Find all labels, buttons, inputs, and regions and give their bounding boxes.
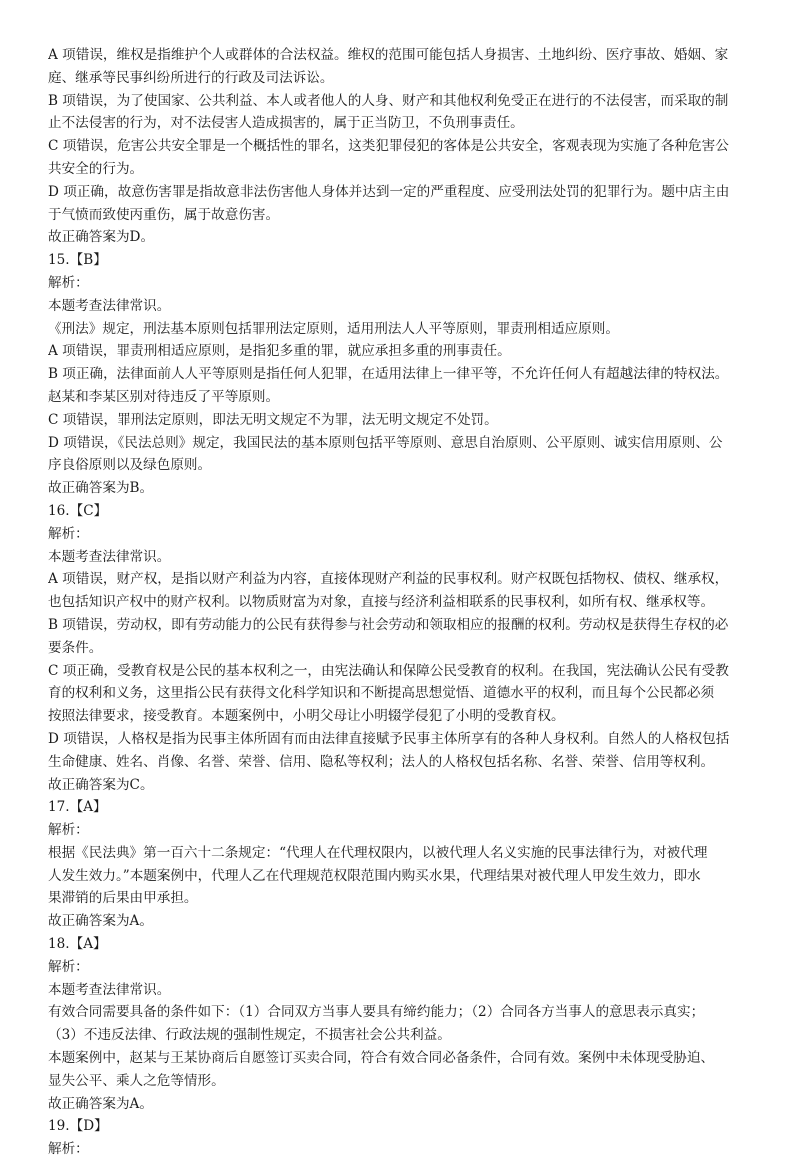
- text-line: A 项错误，维权是指维护个人或群体的合法权益。维权的范围可能包括人身损害、土地纠纷、医疗事故、婚姻、家: [48, 47, 729, 63]
- text-line: 果滞销的后果由甲承担。: [48, 890, 198, 907]
- question-number: 15.【B】: [48, 252, 107, 269]
- text-line: 也包括知识产权中的财产权利。以物质财富为对象，直接与经济利益相联系的民事权利，如所有权、继承权等。: [48, 594, 715, 611]
- text-line: B 项错误，为了使国家、公共利益、本人或者他人的人身、财产和其他权利免受正在进行的不法侵害，而采取的制: [48, 92, 729, 109]
- text-line: C 项错误，罪刑法定原则，即法无明文规定不为罪，法无明文规定不处罚。: [48, 411, 498, 428]
- question-number: 18.【A】: [48, 936, 107, 953]
- text-line: B 项正确，法律面前人人平等原则是指任何人犯罪，在适用法律上一律平等，不允许任何人有超越法律的特权法。: [48, 366, 729, 383]
- answer-line: 故正确答案为A。: [48, 913, 153, 930]
- text-line: 要条件。: [48, 639, 103, 656]
- text-line: D 项正确，故意伤害罪是指故意非法伤害他人身体并达到一定的严重程度、应受刑法处罚的犯罪行为。题中店主由: [48, 183, 730, 200]
- text-line: 本题考查法律常识。: [48, 548, 171, 565]
- text-line: 于气愤而致使丙重伤，属于故意伤害。: [48, 206, 280, 223]
- text-line: 本题案例中，赵某与王某协商后自愿签订买卖合同，符合有效合同必备条件，合同有效。案例中未体现受胁迫、: [48, 1050, 715, 1067]
- text-line: （3）不违反法律、行政法规的强制性规定，不损害社会公共利益。: [48, 1027, 451, 1044]
- text-line: 人发生效力。”本题案例中，代理人乙在代理规范权限范围内购买水果，代理结果对被代理人甲发生效力，即水: [48, 867, 701, 884]
- text-line: 序良俗原则以及绿色原则。: [48, 457, 212, 474]
- text-line: 育的权利和义务，这里指公民有获得文化科学知识和不断提高思想觉悟、道德水平的权利，而且每个公民都必须: [48, 685, 715, 702]
- answer-line: 故正确答案为A。: [48, 1095, 153, 1112]
- text-line: 本题考查法律常识。: [48, 981, 171, 998]
- analysis-label: 解析：: [48, 1141, 89, 1158]
- text-line: B 项错误，劳动权，即有劳动能力的公民有获得参与社会劳动和领取相应的报酬的权利。劳动权是获得生存权的必: [48, 616, 729, 633]
- document-page: [48, 44, 758, 1161]
- text-line: C 项错误，危害公共安全罪是一个概括性的罪名，这类犯罪侵犯的客体是公共安全，客观表现为实施了各种危害公: [48, 138, 729, 155]
- text-line: 根据《民法典》第一百六十二条规定：“代理人在代理权限内，以被代理人名义实施的民事法律行为，对被代理: [48, 844, 708, 861]
- question-number: 19.【D】: [48, 1118, 108, 1135]
- analysis-label: 解析：: [48, 822, 89, 839]
- text-line: 显失公平、乘人之危等情形。: [48, 1072, 225, 1089]
- answer-line: 故正确答案为C。: [48, 776, 154, 793]
- analysis-label: 解析：: [48, 274, 89, 291]
- text-line: A 项错误，财产权，是指以财产利益为内容，直接体现财产利益的民事权利。财产权既包括物权、债权、继承权，: [48, 571, 729, 588]
- analysis-label: 解析：: [48, 958, 89, 975]
- text-line: C 项正确，受教育权是公民的基本权利之一，由宪法确认和保障公民受教育的权利。在我国，宪法确认公民有受教: [48, 662, 729, 679]
- question-number: 16.【C】: [48, 502, 108, 519]
- text-line: 有效合同需要具备的条件如下：（1）合同双方当事人要具有缔约能力；（2）合同各方当事人的意思表示真实；: [48, 1004, 705, 1021]
- text-line: A 项错误，罪责刑相适应原则，是指犯多重的罪，就应承担多重的刑事责任。: [48, 343, 511, 360]
- text-line: 本题考查法律常识。: [48, 297, 171, 314]
- answer-line: 故正确答案为B。: [48, 480, 154, 497]
- answer-line: 故正确答案为D。: [48, 229, 155, 246]
- text-line: D 项错误，人格权是指为民事主体所固有而由法律直接赋予民事主体所享有的各种人身权利。自然人的人格权包括: [48, 730, 730, 747]
- text-line: 赵某和李某区别对待违反了平等原则。: [48, 388, 280, 405]
- text-line: 止不法侵害的行为，对不法侵害人造成损害的，属于正当防卫，不负刑事责任。: [48, 115, 524, 132]
- text-line: 按照法律要求，接受教育。本题案例中，小明父母让小明辍学侵犯了小明的受教育权。: [48, 708, 565, 725]
- text-line: 共安全的行为。: [48, 160, 144, 177]
- text-line: D 项错误，《民法总则》规定，我国民法的基本原则包括平等原则、意思自治原则、公平原则、诚实信用原则、公: [48, 434, 723, 451]
- question-number: 17.【A】: [48, 799, 107, 816]
- text-line: 生命健康、姓名、肖像、名誉、荣誉、信用、隐私等权利；法人的人格权包括名称、名誉、荣誉、信用等权利。: [48, 753, 715, 770]
- text-line: 庭、继承等民事纠纷所进行的行政及司法诉讼。: [48, 69, 334, 86]
- text-line: 《刑法》规定，刑法基本原则包括罪刑法定原则，适用刑法人人平等原则，罪责刑相适应原则。: [48, 320, 619, 337]
- analysis-label: 解析：: [48, 525, 89, 542]
